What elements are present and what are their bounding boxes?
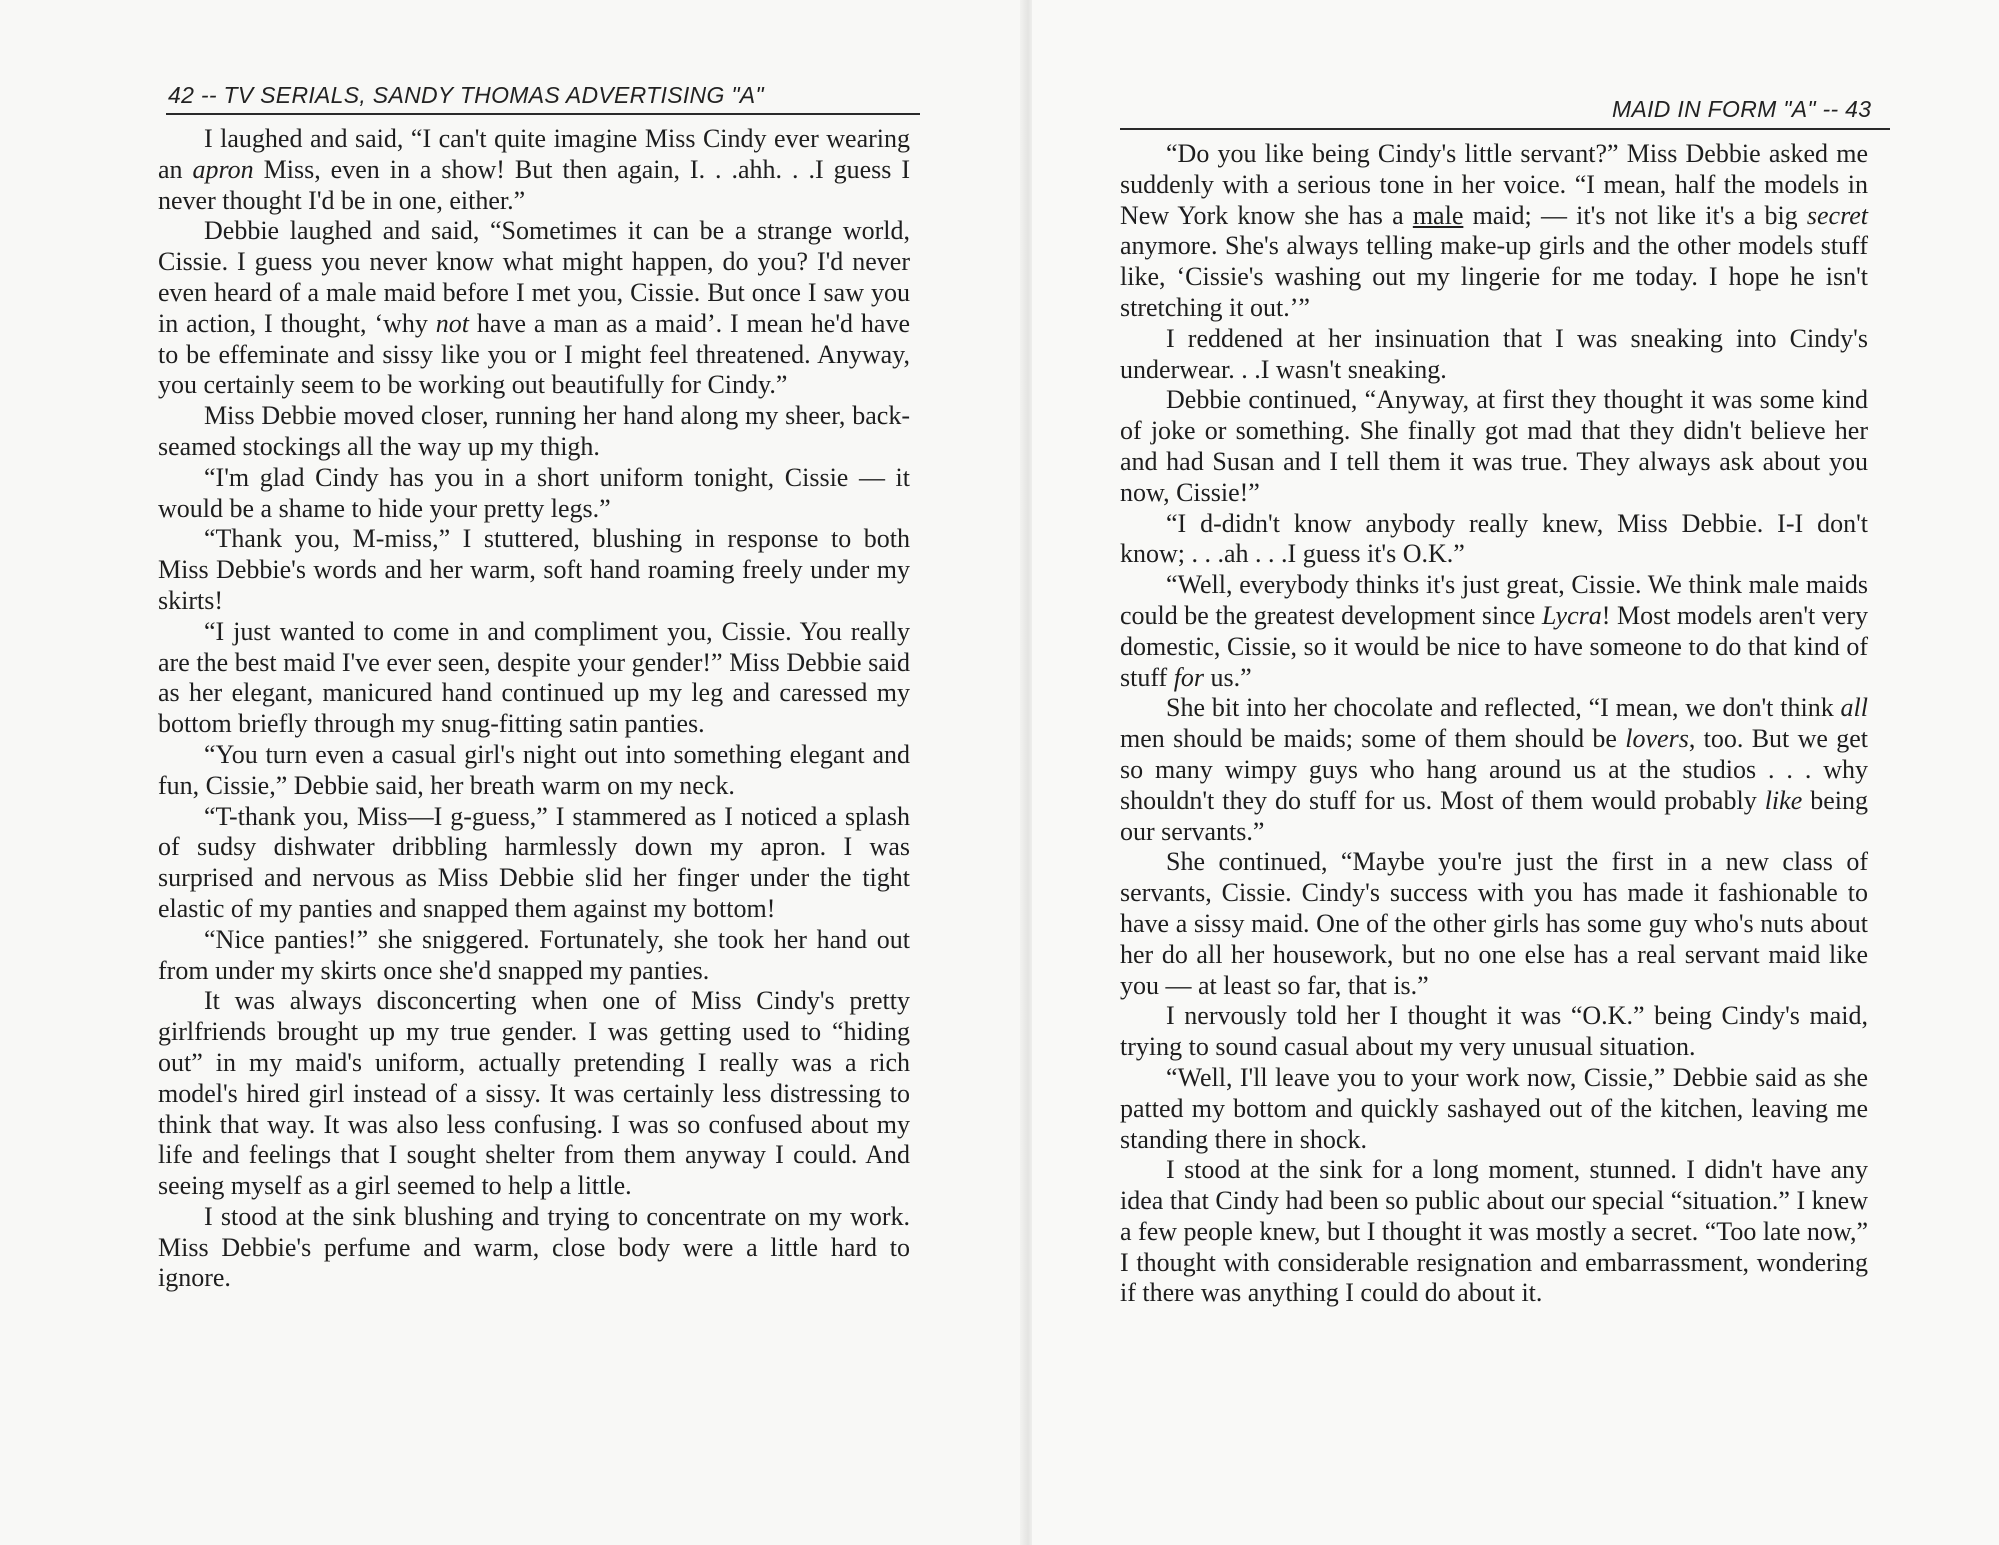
paragraph xyxy=(1120,1001,1868,1063)
paragraph xyxy=(1120,509,1868,571)
underlined-text: male xyxy=(1412,200,1464,230)
left-header-rule xyxy=(166,113,920,115)
text-run: “Do you like being Cindy's little servant?” Miss Debbie asked me suddenly with a serious tone in her voice. “I mean, half the models in New York know she has a xyxy=(1120,139,1868,230)
text-run: She continued, “Maybe you're just the first in a new class of servants, Cissie. Cindy's success with you has made it fashionable to have a sissy maid. One of the other girls has some guy who's nuts about her do all her housework, but no one else has a real servant maid like you — at least so far, that is.” xyxy=(1120,847,1868,1000)
paragraph xyxy=(1120,570,1868,693)
left-running-header: 42 -- TV SERIALS, SANDY THOMAS ADVERTISING "A" xyxy=(168,82,764,108)
paragraph xyxy=(158,740,910,802)
text-run: maid; — it's not like it's a big xyxy=(1463,200,1807,230)
italic-text: all xyxy=(1840,693,1868,723)
paragraph xyxy=(1120,139,1868,324)
text-run: “Well, I'll leave you to your work now, Cissie,” Debbie said as she patted my bottom and quickly sashayed out of the kitchen, leaving me standing there in shock. xyxy=(1120,1062,1868,1154)
paragraph xyxy=(158,216,910,401)
text-run: “I just wanted to come in and compliment you, Cissie. You really are the best maid I've ever seen, despite your gender!” Miss Debbie said as her elegant, manicured hand continued up my leg and caressed my bottom briefly through my snug-fitting satin panties. xyxy=(158,616,910,739)
paragraph xyxy=(158,463,910,525)
left-body-text xyxy=(158,124,910,1294)
paragraph xyxy=(1120,324,1868,386)
text-run: Miss, even in a show! But then again, I. . .ahh. . .I guess I never thought I'd be in one, either.” xyxy=(158,154,910,215)
text-run: Debbie continued, “Anyway, at first they thought it was some kind of joke or something. She finally got mad that they didn't believe her and had Susan and I tell them it was true. They always ask about you now, Cissie!” xyxy=(1120,385,1868,507)
italic-text: like xyxy=(1764,785,1803,815)
text-run: “T-thank you, Miss—I g-guess,” I stammered as I noticed a splash of sudsy dishwater dribbling harmlessly down my apron. I was surprised and nervous as Miss Debbie slid her finger under the tight elastic of my panties and snapped them against my bottom! xyxy=(158,801,910,923)
italic-text: secret xyxy=(1806,200,1869,230)
text-run: Miss Debbie moved closer, running her hand along my sheer, back-seamed stockings all the way up my thigh. xyxy=(158,401,910,461)
paragraph xyxy=(1120,1155,1868,1309)
text-run: Debbie laughed and said, “Sometimes it can be a strange world, Cissie. I guess you never know what might happen, do you? I'd never even heard of a male maid before I met you, Cissie. But once I saw you in action, I thought, ‘why xyxy=(158,216,910,338)
paragraph xyxy=(158,617,910,740)
right-running-header: MAID IN FORM "A" -- 43 xyxy=(1612,96,1872,122)
text-run: I stood at the sink for a long moment, stunned. I didn't have any idea that Cindy had been so public about our special “situation.” I knew a few people knew, but I thought it was mostly a secret. “Too late now,” I thought with considerable resignation and embarrassment, wondering if there was anything I could do about it. xyxy=(1120,1155,1868,1308)
right-body-text xyxy=(1120,139,1868,1309)
text-run: I laughed and said, “I can't quite imagine Miss Cindy ever wearing an xyxy=(158,124,910,184)
paragraph xyxy=(158,1202,910,1294)
right-header-rule xyxy=(1120,128,1890,130)
text-run: I nervously told her I thought it was “O.K.” being Cindy's maid, trying to sound casual about my very unusual situation. xyxy=(1120,1001,1868,1062)
text-run: “Nice panties!” she sniggered. Fortunately, she took her hand out from under my skirts once she'd snapped my panties. xyxy=(158,924,910,985)
italic-text: apron xyxy=(192,154,254,184)
text-run: have a man as a maid’. I mean he'd have to be effeminate and sissy like you or I might feel threatened. Anyway, you certainly seem to be working out beautifully for Cindy.” xyxy=(158,308,910,400)
paragraph xyxy=(1120,693,1868,847)
italic-text: lovers xyxy=(1625,724,1689,754)
text-run: anymore. She's always telling make-up girls and the other models stuff like, ‘Cissie's washing out my lingerie for me today. I hope he isn't stretching it out.’” xyxy=(1120,231,1868,322)
paragraph xyxy=(1120,385,1868,508)
text-run: men should be maids; some of them should be xyxy=(1120,724,1626,754)
italic-text: not xyxy=(435,308,470,338)
text-run: us.” xyxy=(1204,662,1252,692)
paragraph xyxy=(158,124,910,216)
paragraph xyxy=(158,524,910,616)
paragraph xyxy=(158,401,910,463)
text-run: “Thank you, M-miss,” I stuttered, blushing in response to both Miss Debbie's words and her warm, soft hand roaming freely under my skirts! xyxy=(158,524,910,615)
text-run: I stood at the sink blushing and trying to concentrate on my work. Miss Debbie's perfume and warm, close body were a little hard to ignore. xyxy=(158,1201,910,1293)
text-run: “You turn even a casual girl's night out into something elegant and fun, Cissie,” Debbie said, her breath warm on my neck. xyxy=(158,739,910,800)
text-run: ! Most models aren't very domestic, Cissie, so it would be nice to have someone to do that kind of stuff xyxy=(1120,600,1868,692)
text-run: “Well, everybody thinks it's just great, Cissie. We think male maids could be the greatest development since xyxy=(1120,570,1868,630)
text-run: It was always disconcerting when one of Miss Cindy's pretty girlfriends brought up my true gender. I was getting used to “hiding out” in my maid's uniform, actually pretending I really was a rich model's hired girl instead of a sissy. It was certainly less distressing to think that way. It was also less confusing. I was so confused about my life and feelings that I sought shelter from them anyway I could. And seeing myself as a girl seemed to help a little. xyxy=(158,986,910,1201)
italic-text: Lycra xyxy=(1541,600,1602,630)
text-run: “I d-didn't know anybody really knew, Miss Debbie. I-I don't know; . . .ah . . .I guess it's O.K.” xyxy=(1120,508,1868,569)
text-run: being our servants.” xyxy=(1120,785,1869,846)
paragraph xyxy=(1120,847,1868,1001)
text-run: I reddened at her insinuation that I was sneaking into Cindy's underwear. . .I wasn't sneaking. xyxy=(1120,323,1868,384)
text-run: “I'm glad Cindy has you in a short uniform tonight, Cissie — it would be a shame to hide your pretty legs.” xyxy=(158,462,910,523)
paragraph xyxy=(158,986,910,1202)
paragraph xyxy=(158,802,910,925)
text-run: , too. But we get so many wimpy guys who hang around us at the studios . . . why shouldn't they do stuff for us. Most of them would probably xyxy=(1120,724,1869,815)
paragraph xyxy=(158,925,910,987)
paragraph xyxy=(1120,1063,1868,1155)
text-run: She bit into her chocolate and reflected, “I mean, we don't think xyxy=(1166,693,1841,723)
italic-text: for xyxy=(1173,662,1205,692)
